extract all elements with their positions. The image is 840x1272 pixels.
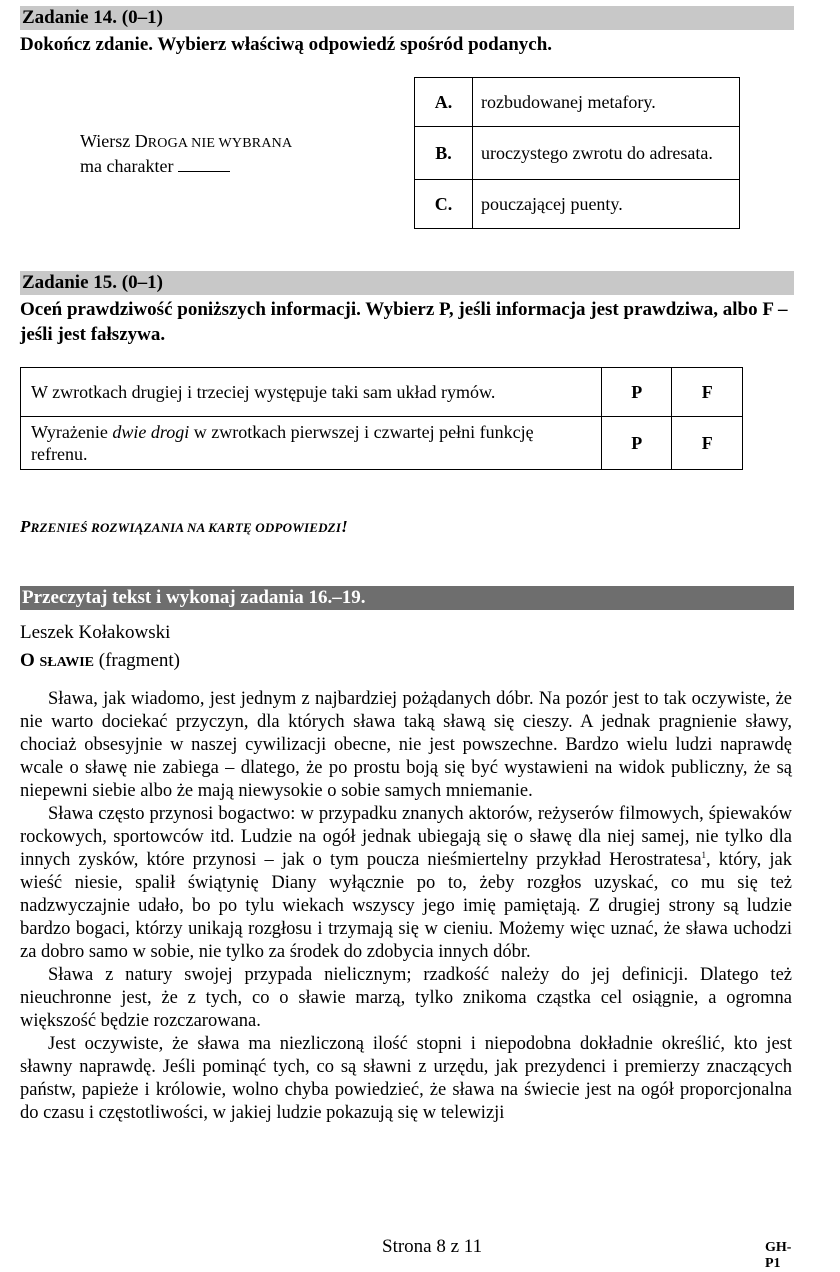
false-option[interactable]: F — [672, 368, 743, 417]
transfer-answers-notice — [20, 517, 348, 537]
text-author: Leszek Kołakowski — [20, 622, 171, 643]
notice-end: ! — [341, 517, 348, 536]
true-option[interactable]: P — [601, 368, 672, 417]
true-option[interactable]: P — [601, 417, 672, 470]
statement-post: w zwrotkach pierwszej i czwartej pełni funkcję refrenu. — [31, 422, 534, 464]
statement-text — [21, 417, 602, 470]
statement-emphasis: dwie drogi — [112, 422, 190, 442]
task14-instruction: Dokończ zdanie. Wybierz właściwą odpowiedź spośród podanych. — [20, 34, 553, 55]
paragraph: Sława z natury swojej przypada nielicznym; rzadkość należy do jej definicji. Dlatego też nieuchronne jest, że z tych, co o sławie marzą, tylko znikoma cząstka cel osiągnie, a ogromna większość będzie rozczarowana. — [20, 965, 792, 1031]
notice-smallcaps: RZENIEŚ ROZWIĄZANIA NA KARTĘ ODPOWIEDZI — [30, 520, 342, 535]
task14-options-table — [414, 77, 740, 229]
option-letter[interactable]: A. — [415, 78, 473, 127]
notice-initial: P — [20, 517, 31, 536]
stem-line2: ma charakter — [80, 156, 174, 176]
stem-title-smallcaps: ROGA NIE WYBRANA — [147, 136, 293, 151]
title-rest: (fragment) — [94, 650, 180, 671]
option-row-c[interactable] — [415, 180, 740, 229]
task15-header: Zadanie 15. (0–1) — [20, 271, 794, 295]
footnote-marker[interactable]: 1 — [701, 849, 707, 860]
answer-blank — [178, 157, 230, 172]
paragraph-part: , który, jak wieść niesie, spalił świątynię Diany wyłącznie po to, żeby rozgłos uzyskać, co mu się też nadzwyczajnie udało, bo po tylu wiekach wszyscy jego imię pamiętają. Z drugiej strony są ludzie bardzo bogaci, którzy unikają rozgłosu i trzymają się w cieniu. Możemy więc uznać, że sława uchodzi za dobro samo w sobie, nie tylko za środek do zdobycia innych dóbr. — [20, 850, 792, 962]
exam-code: GH-P1 — [765, 1240, 792, 1271]
false-option[interactable]: F — [672, 417, 743, 470]
stem-prefix: Wiersz D — [80, 131, 148, 151]
paragraph: Sława, jak wiadomo, jest jednym z najbardziej pożądanych dóbr. Na pozór jest to tak oczywiste, że nie warto dociekać przyczyn, dla których sława taką sławą się cieszy. A jednak pragnienie sławy, chociaż obsesyjnie w naszej cywilizacji obecne, nie jest powszechne. Bardzo wielu ludzi naprawdę wcale o sławę nie zabiega – dlatego, że po prostu boją się być wystawieni na widok publiczny, że są niepewni siebie albo że mają niewysokie o sobie samych mniemanie. — [20, 689, 792, 801]
statement-row — [21, 368, 743, 417]
paragraph — [20, 803, 792, 964]
task15-true-false-table — [20, 367, 743, 470]
option-letter[interactable]: C. — [415, 180, 473, 229]
option-row-a[interactable] — [415, 78, 740, 127]
option-letter[interactable]: B. — [415, 127, 473, 180]
option-text[interactable]: pouczającej puenty. — [473, 180, 740, 229]
reading-text — [20, 688, 792, 1125]
statement-text: W zwrotkach drugiej i trzeciej występuje taki sam układ rymów. — [21, 368, 602, 417]
text-title — [20, 650, 180, 672]
task15-instruction: Oceń prawdziwość poniższych informacji. Wybierz P, jeśli informacja jest prawdziwa, albo F – jeśli jest fałszywa. — [20, 299, 788, 345]
reading-header: Przeczytaj tekst i wykonaj zadania 16.–19. — [20, 586, 794, 610]
task14-header: Zadanie 14. (0–1) — [20, 6, 794, 30]
task14-stem — [80, 130, 292, 177]
statement-row — [21, 417, 743, 470]
option-row-b[interactable] — [415, 127, 740, 180]
option-text[interactable]: rozbudowanej metafory. — [473, 78, 740, 127]
option-text[interactable]: uroczystego zwrotu do adresata. — [473, 127, 740, 180]
title-initial: O — [20, 650, 40, 671]
paragraph: Jest oczywiste, że sława ma niezliczoną ilość stopni i niepodobna dokładnie określić, kto jest sławny naprawdę. Jeśli pominąć tych, co są sławni z urzędu, jak prezydenci i premierzy znaczących państw, papieże i królowie, wolno chyba powiedzieć, że sława na świecie jest na ogół proporcjonalna do czasu i częstotliwości, w jakiej ludzie pokazują się w telewizji — [20, 1034, 792, 1123]
paragraph-part: Sława często przynosi bogactwo: w przypadku znanych aktorów, reżyserów filmowych, śpiewaków rockowych, sportowców itd. Ludzie na ogół jednak ubiegają się o sławę dla niej samej, nie tylko dla innych zysków, które przynosi – jak o tym poucza nieśmiertelny przykład Herostratesa — [20, 804, 792, 870]
statement-pre: Wyrażenie — [31, 422, 113, 442]
page-number: Strona 8 z 11 — [382, 1236, 483, 1257]
title-smallcaps: SŁAWIE — [39, 655, 94, 670]
